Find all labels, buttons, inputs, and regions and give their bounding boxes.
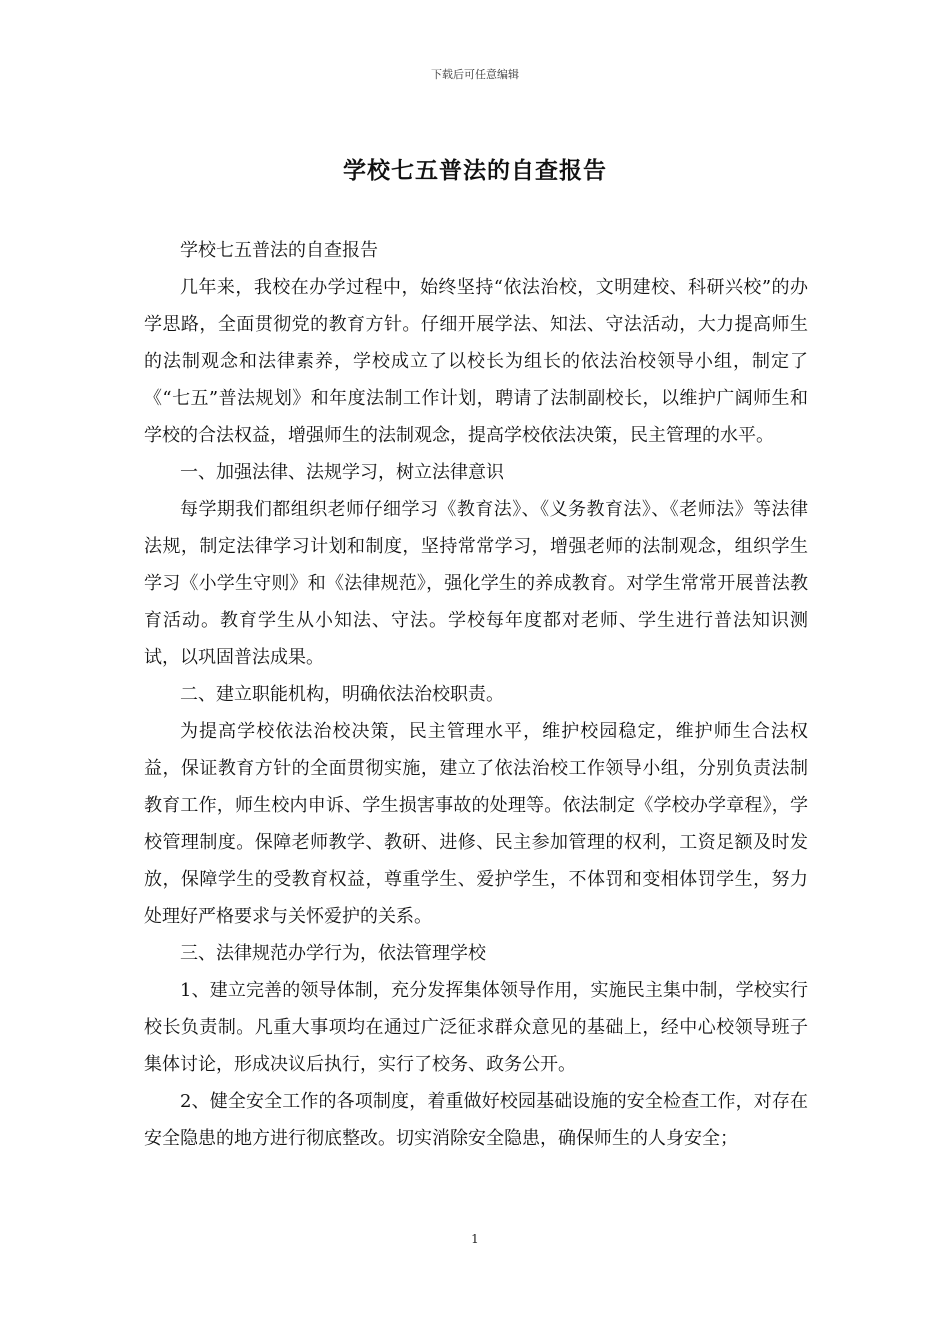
body-paragraph: 2、健全安全工作的各项制度，着重做好校园基础设施的安全检查工作，对存在安全隐患的地方进行彻底整改。切实消除安全隐患，确保师生的人身安全； (144, 1091, 808, 1149)
page-number: 1 (471, 1232, 479, 1246)
document-body (144, 232, 808, 1157)
section-heading: 一、加强法律、法规学习，树立法律意识 (180, 462, 504, 483)
document-title: 学校七五普法的自查报告 (343, 157, 607, 184)
body-paragraph: 1、建立完善的领导体制，充分发挥集体领导作用，实施民主集中制，学校实行校长负责制。凡重大事项均在通过广泛征求群众意见的基础上，经中心校领导班子集体讨论，形成决议后执行，实行了校务、政务公开。 (144, 980, 808, 1075)
body-paragraph: 几年来，我校在办学过程中，始终坚持“依法治校，文明建校、科研兴校”的办学思路，全面贯彻党的教育方针。仔细开展学法、知法、守法活动，大力提高师生的法制观念和法律素养，学校成立了以校长为组长的依法治校领导小组，制定了《“七五”普法规划》和年度法制工作计划，聘请了法制副校长，以维护广阔师生和学校的合法权益，增强师生的法制观念，提高学校依法决策，民主管理的水平。 (144, 277, 808, 446)
body-paragraph: 为提高学校依法治校决策，民主管理水平，维护校园稳定，维护师生合法权益，保证教育方针的全面贯彻实施，建立了依法治校工作领导小组，分别负责法制教育工作，师生校内申诉、学生损害事故的处理等。依法制定《学校办学章程》，学校管理制度。保障老师教学、教研、进修、民主参加管理的权利，工资足额及时发放，保障学生的受教育权益，尊重学生、爱护学生，不体罚和变相体罚学生，努力处理好严格要求与关怀爱护的关系。 (144, 721, 808, 927)
header-note: 下载后可任意编辑 (431, 68, 519, 81)
body-paragraph: 学校七五普法的自查报告 (180, 240, 378, 261)
body-paragraph: 每学期我们都组织老师仔细学习《教育法》、《义务教育法》、《老师法》等法律法规，制定法律学习计划和制度，坚持常常学习，增强老师的法制观念，组织学生学习《小学生守则》和《法律规范》，强化学生的养成教育。对学生常常开展普法教育活动。教育学生从小知法、守法。学校每年度都对老师、学生进行普法知识测试，以巩固普法成果。 (144, 499, 808, 668)
section-heading: 二、建立职能机构，明确依法治校职责。 (180, 684, 504, 705)
section-heading: 三、法律规范办学行为，依法管理学校 (180, 943, 486, 964)
